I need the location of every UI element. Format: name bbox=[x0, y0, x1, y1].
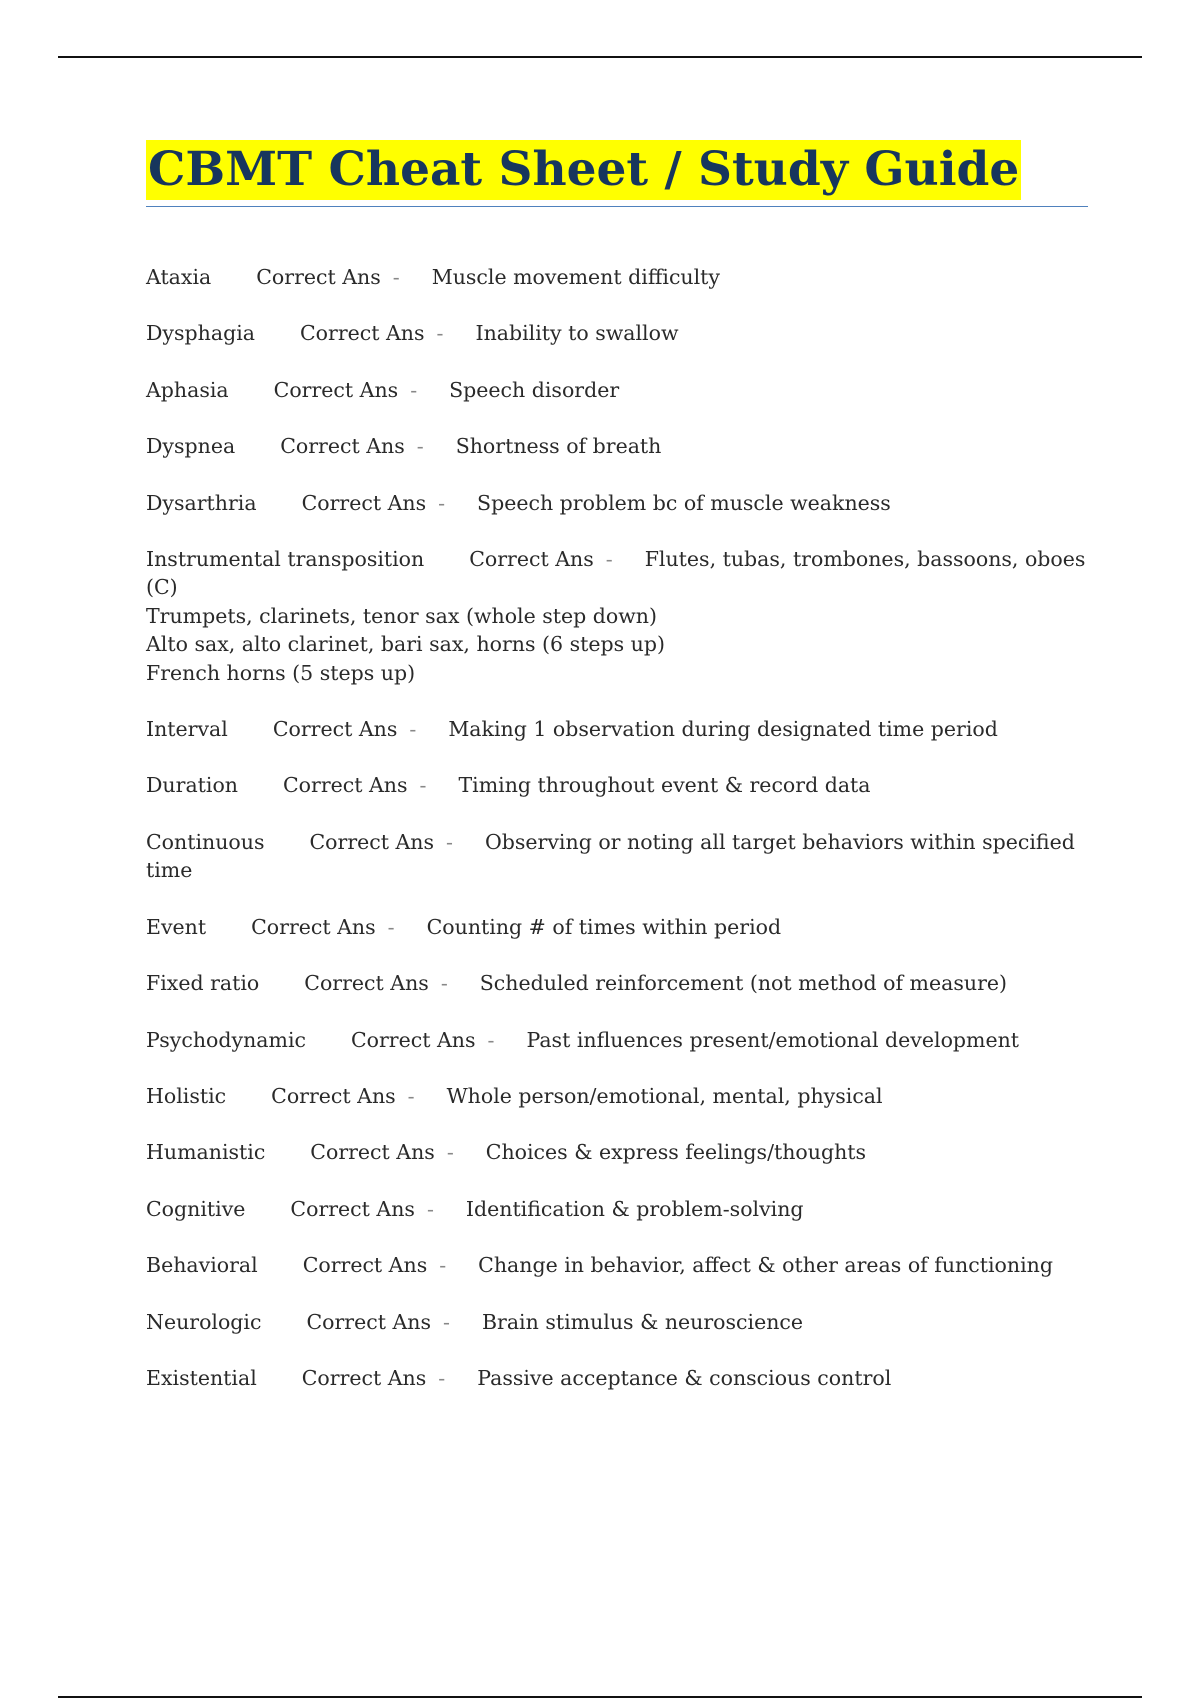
entry-term: Instrumental transposition bbox=[146, 547, 425, 572]
entry-term: Neurologic bbox=[146, 1309, 262, 1334]
answer-separator: - bbox=[426, 1196, 434, 1221]
entry-term: Interval bbox=[146, 717, 228, 742]
answer-separator: - bbox=[438, 490, 446, 515]
answer-separator: - bbox=[439, 1253, 447, 1278]
list-item bbox=[146, 913, 1088, 941]
entry-answer: Brain stimulus & neuroscience bbox=[481, 1309, 804, 1334]
list-item bbox=[146, 376, 1088, 404]
answer-separator: - bbox=[605, 547, 613, 572]
answer-separator: - bbox=[387, 914, 395, 939]
page-top-rule bbox=[58, 56, 1142, 58]
list-item bbox=[146, 432, 1088, 460]
entry-answer: Scheduled reinforcement (not method of measure) bbox=[479, 971, 1008, 996]
entry-answer: Flutes, tubas, trombones, bassoons, oboes (C) bbox=[146, 547, 1086, 600]
correct-ans-label: Correct Ans bbox=[251, 914, 376, 939]
list-item bbox=[146, 828, 1088, 885]
title-block bbox=[146, 140, 1088, 207]
entry-term: Fixed ratio bbox=[146, 971, 260, 996]
answer-separator: - bbox=[407, 1083, 415, 1108]
list-item bbox=[146, 489, 1088, 517]
correct-ans-label: Correct Ans bbox=[280, 434, 405, 459]
list-item bbox=[146, 1026, 1088, 1054]
entry-term: Dysphagia bbox=[146, 321, 255, 346]
correct-ans-label: Correct Ans bbox=[283, 773, 408, 798]
list-item bbox=[146, 1364, 1088, 1392]
page-bottom-rule bbox=[58, 1696, 1142, 1698]
entry-answer: Shortness of breath bbox=[455, 434, 662, 459]
list-item bbox=[146, 1308, 1088, 1336]
answer-separator: - bbox=[443, 1309, 450, 1334]
answer-separator: - bbox=[392, 265, 400, 289]
answer-separator: - bbox=[436, 321, 444, 346]
entry-answer-line: French horns (5 steps up) bbox=[146, 660, 416, 685]
list-item bbox=[146, 969, 1088, 997]
list-item bbox=[146, 771, 1088, 799]
entry-term: Duration bbox=[146, 773, 238, 798]
entry-answer: Making 1 observation during designated time period bbox=[448, 717, 998, 742]
correct-ans-label: Correct Ans bbox=[306, 1309, 432, 1334]
list-item bbox=[146, 263, 1088, 291]
entry-answer: Whole person/emotional, mental, physical bbox=[446, 1083, 883, 1108]
answer-separator: - bbox=[440, 971, 448, 996]
list-item bbox=[146, 1138, 1088, 1166]
entry-answer: Muscle movement difficulty bbox=[431, 265, 720, 289]
correct-ans-label: Correct Ans bbox=[350, 1027, 476, 1052]
entry-answer: Passive acceptance & conscious control bbox=[477, 1365, 892, 1390]
entry-term: Continuous bbox=[146, 829, 265, 854]
answer-separator: - bbox=[446, 1140, 454, 1165]
answer-separator: - bbox=[487, 1027, 495, 1052]
entry-term: Existential bbox=[146, 1365, 257, 1390]
entry-answer: Counting # of times within period bbox=[426, 914, 782, 939]
correct-ans-label: Correct Ans bbox=[300, 321, 425, 346]
entry-term: Aphasia bbox=[146, 377, 229, 402]
page-content bbox=[146, 140, 1088, 1420]
answer-separator: - bbox=[416, 434, 424, 459]
correct-ans-label: Correct Ans bbox=[302, 1253, 428, 1278]
entry-answer: Choices & express feelings/thoughts bbox=[485, 1140, 867, 1165]
correct-ans-label: Correct Ans bbox=[272, 717, 398, 742]
entry-answer: Speech disorder bbox=[449, 377, 620, 402]
correct-ans-label: Correct Ans bbox=[290, 1196, 415, 1221]
correct-ans-label: Correct Ans bbox=[301, 1365, 427, 1390]
entry-answer: Identification & problem-solving bbox=[465, 1196, 804, 1221]
entry-term: Humanistic bbox=[146, 1140, 266, 1165]
entry-term: Behavioral bbox=[146, 1253, 258, 1278]
list-item bbox=[146, 1082, 1088, 1110]
list-item bbox=[146, 1195, 1088, 1223]
entry-answer-line: Trumpets, clarinets, tenor sax (whole step down) bbox=[146, 603, 657, 628]
entry-term: Psychodynamic bbox=[146, 1027, 306, 1052]
page-title: CBMT Cheat Sheet / Study Guide bbox=[146, 140, 1021, 200]
entry-answer: Observing or noting all target behaviors within specified time bbox=[146, 829, 1075, 883]
list-item bbox=[146, 545, 1088, 687]
entry-answer: Timing throughout event & record data bbox=[458, 773, 871, 798]
answer-separator: - bbox=[409, 717, 417, 742]
list-item bbox=[146, 1251, 1088, 1279]
correct-ans-label: Correct Ans bbox=[273, 377, 399, 402]
correct-ans-label: Correct Ans bbox=[271, 1083, 396, 1108]
answer-separator: - bbox=[446, 829, 453, 854]
entry-answer: Change in behavior, affect & other areas of functioning bbox=[478, 1253, 1053, 1278]
entry-term: Event bbox=[146, 914, 207, 939]
correct-ans-label: Correct Ans bbox=[256, 265, 381, 289]
answer-separator: - bbox=[410, 377, 418, 402]
list-item bbox=[146, 319, 1088, 347]
entry-term: Cognitive bbox=[146, 1196, 246, 1221]
entry-answer-line: Alto sax, alto clarinet, bari sax, horns (6 steps up) bbox=[146, 632, 665, 657]
list-item bbox=[146, 715, 1088, 743]
entry-list bbox=[146, 263, 1088, 1392]
correct-ans-label: Correct Ans bbox=[304, 971, 429, 996]
entry-term: Holistic bbox=[146, 1083, 227, 1108]
answer-separator: - bbox=[419, 773, 427, 798]
correct-ans-label: Correct Ans bbox=[301, 490, 427, 515]
entry-term: Dyspnea bbox=[146, 434, 236, 459]
entry-term: Dysarthria bbox=[146, 490, 257, 515]
answer-separator: - bbox=[438, 1365, 446, 1390]
correct-ans-label: Correct Ans bbox=[310, 1140, 435, 1165]
entry-term: Ataxia bbox=[146, 265, 212, 289]
entry-answer: Speech problem bc of muscle weakness bbox=[477, 490, 891, 515]
correct-ans-label: Correct Ans bbox=[309, 829, 435, 854]
entry-answer: Past influences present/emotional development bbox=[526, 1027, 1020, 1052]
correct-ans-label: Correct Ans bbox=[469, 547, 594, 572]
entry-answer: Inability to swallow bbox=[475, 321, 679, 346]
